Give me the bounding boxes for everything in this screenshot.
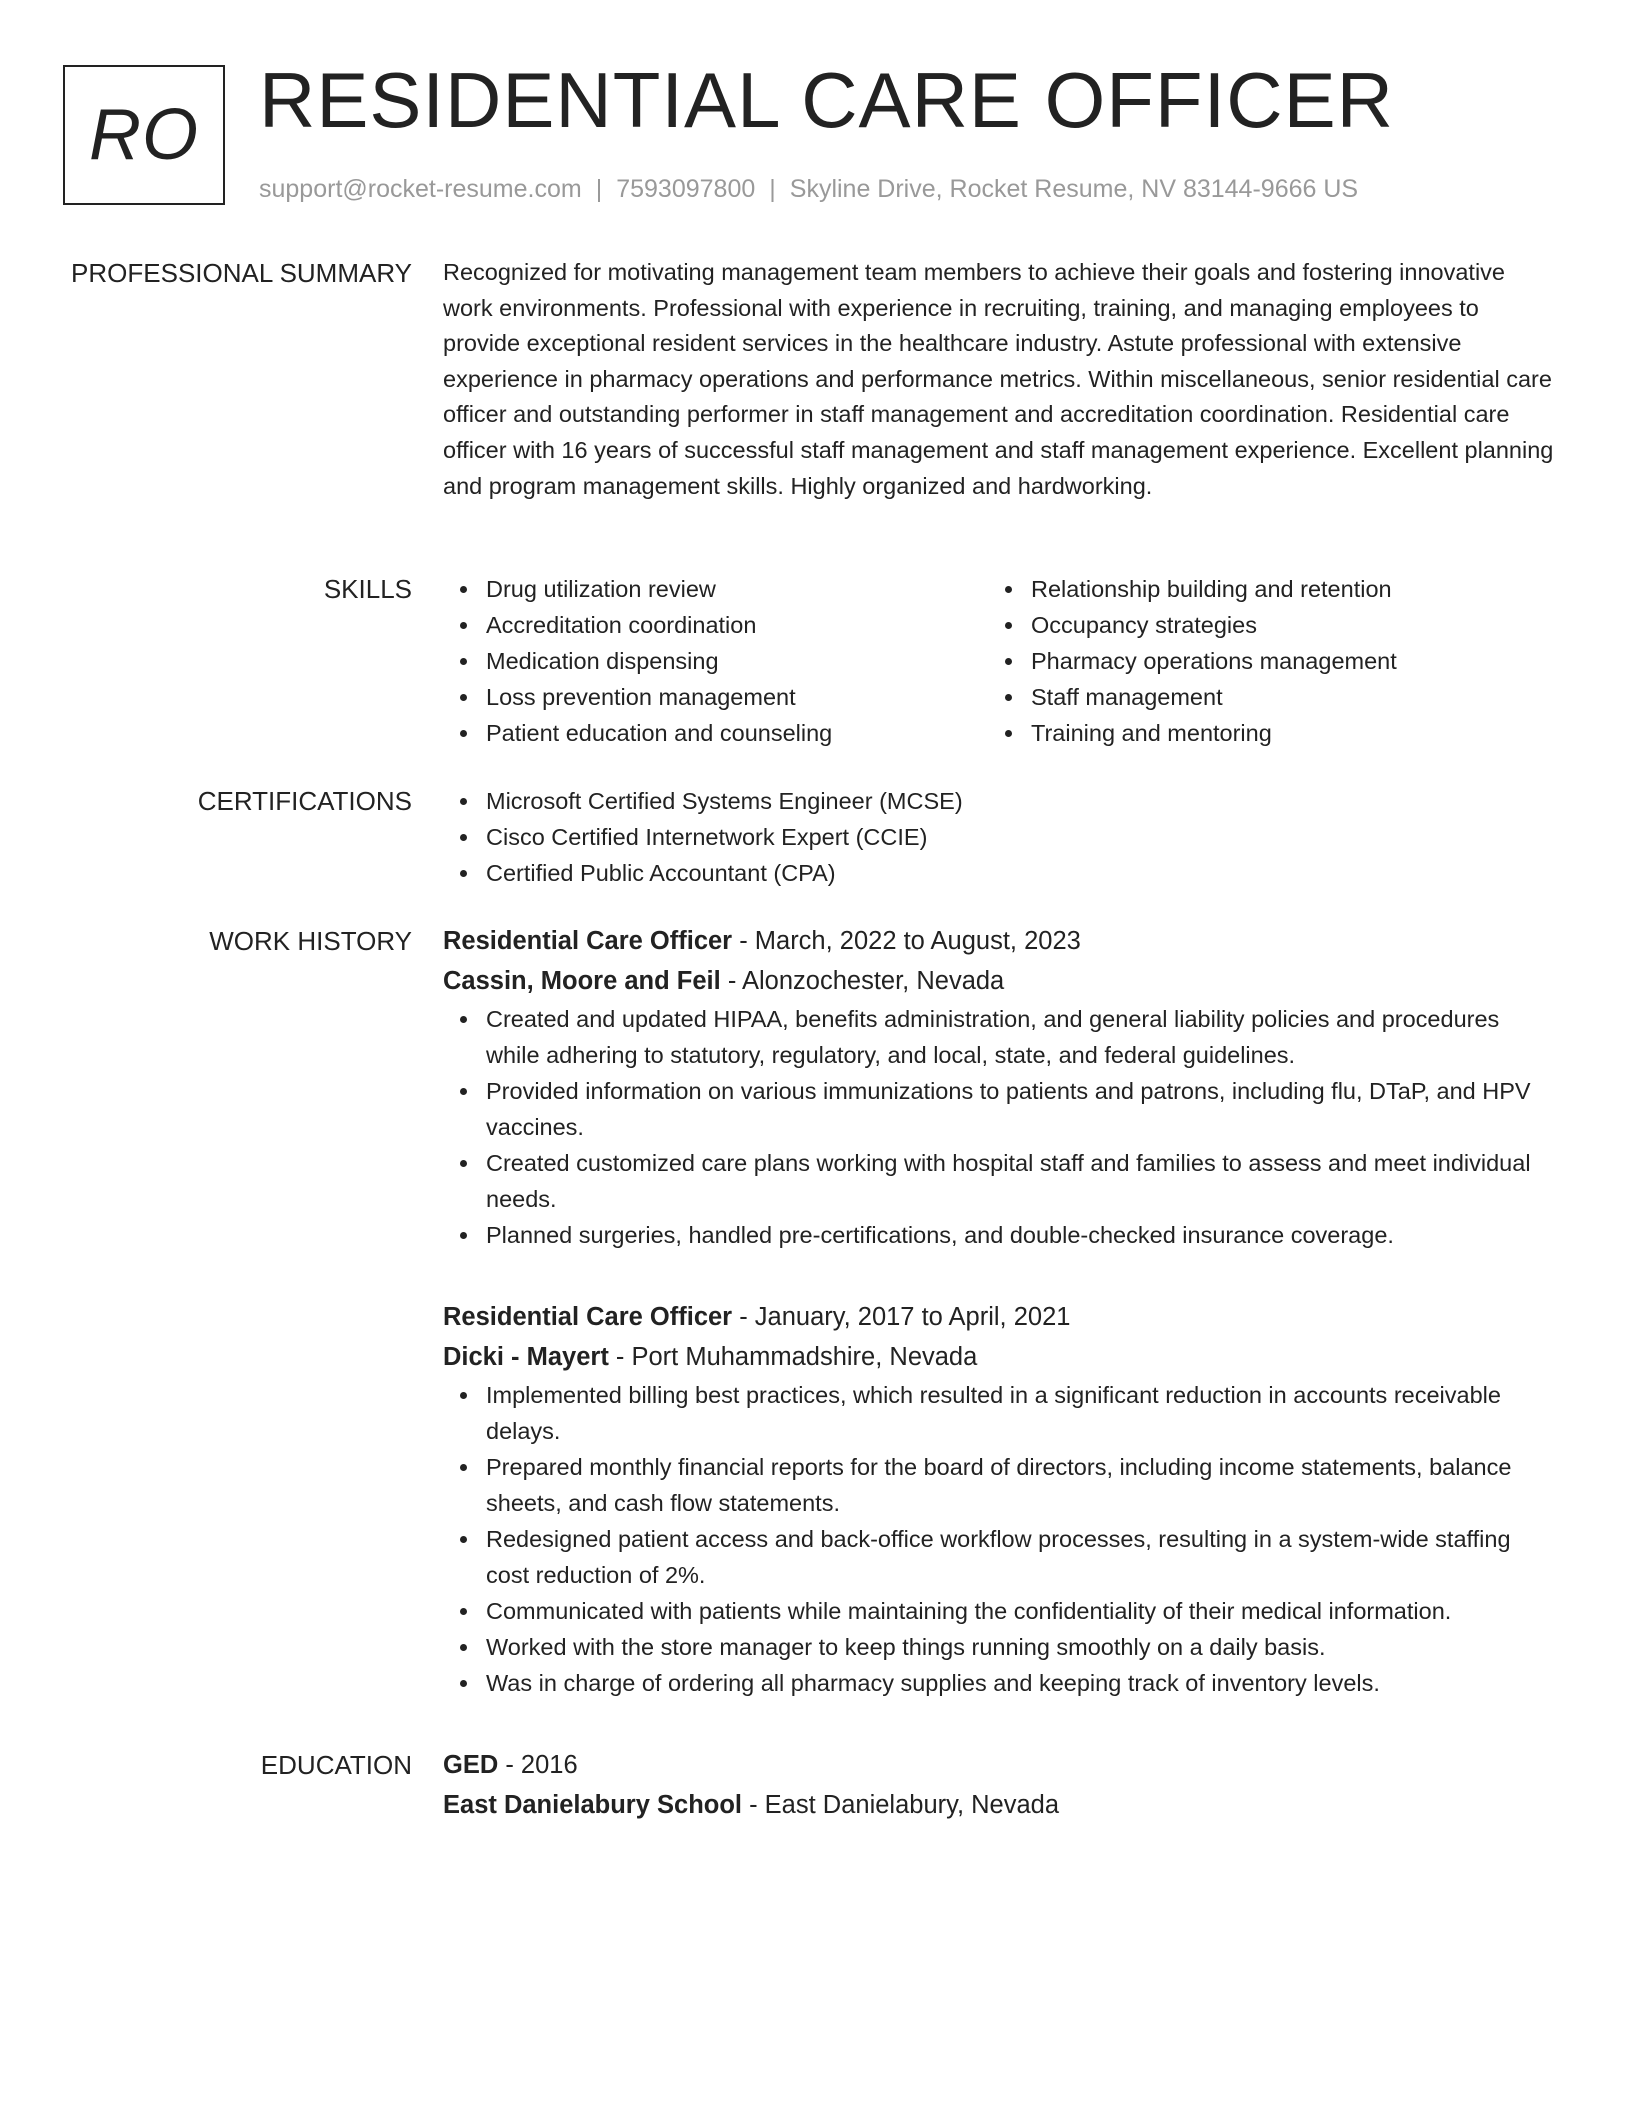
education-degree: GED — [443, 1751, 499, 1779]
job-location: - Port Muhammadshire, Nevada — [608, 1343, 978, 1371]
skill-item: Staff management — [988, 679, 1533, 715]
work-history-heading: WORK HISTORY — [209, 926, 412, 956]
job-title-line — [443, 1297, 1558, 1337]
education-heading: EDUCATION — [260, 1750, 412, 1780]
monogram-box — [63, 65, 225, 205]
job-company: Cassin, Moore and Feil — [443, 967, 721, 995]
contact-email: support@rocket-resume.com — [259, 175, 582, 203]
skills-list-left — [443, 571, 988, 751]
job-bullet: Implemented billing best practices, which resulted in a significant reduction in accounts receivable delays. — [443, 1377, 1558, 1449]
job-company: Dicki - Mayert — [443, 1343, 609, 1371]
job-bullet: Was in charge of ordering all pharmacy supplies and keeping track of inventory levels. — [443, 1665, 1558, 1701]
education-degree-line — [443, 1745, 1558, 1785]
job-bullet: Provided information on various immunizations to patients and patrons, including flu, DTaP, and HPV vaccines. — [443, 1073, 1558, 1145]
contact-separator: | — [769, 175, 776, 203]
contact-separator: | — [595, 175, 603, 203]
job-title: Residential Care Officer — [443, 927, 733, 955]
job-dates: - March, 2022 to August, 2023 — [732, 927, 1081, 955]
job-bullets — [443, 1377, 1558, 1701]
education-school-line — [443, 1785, 1558, 1825]
contact-phone: 7593097800 — [616, 175, 756, 203]
job-company-line — [443, 1337, 1558, 1377]
skill-item: Drug utilization review — [443, 571, 988, 607]
skill-item: Occupancy strategies — [988, 607, 1533, 643]
job-bullet: Planned surgeries, handled pre-certifications, and double-checked insurance coverage. — [443, 1217, 1558, 1253]
contact-line — [259, 175, 1358, 204]
education-year: - 2016 — [498, 1751, 578, 1779]
certification-item: Certified Public Accountant (CPA) — [443, 855, 1558, 891]
job-location: - Alonzochester, Nevada — [720, 967, 1005, 995]
certification-item: Cisco Certified Internetwork Expert (CCIE) — [443, 819, 1558, 855]
certifications-heading: CERTIFICATIONS — [197, 786, 412, 816]
job-bullets — [443, 1001, 1558, 1253]
job-bullet: Created and updated HIPAA, benefits administration, and general liability policies and procedures while adhering to statutory, regulatory, and local, state, and federal guidelines. — [443, 1001, 1558, 1073]
summary-text: Recognized for motivating management team members to achieve their goals and fostering innovative work environments. Professional with experience in recruiting, training, and managing employees to provide exceptional resident services in the healthcare industry. Astute professional with extensive experience in pharmacy operations and performance metrics. Within miscellaneous, senior residential care officer and outstanding performer in staff management and accreditation coordination. Residential care officer with 16 years of successful staff management and staff management experience. Excellent planning and program management skills. Highly organized and hardworking. — [443, 259, 1554, 499]
job-bullet: Prepared monthly financial reports for the board of directors, including income statements, balance sheets, and cash flow statements. — [443, 1449, 1558, 1521]
skill-item: Loss prevention management — [443, 679, 988, 715]
summary-heading: PROFESSIONAL SUMMARY — [71, 258, 412, 288]
job-entry — [443, 1297, 1558, 1701]
job-bullet: Communicated with patients while maintaining the confidentiality of their medical information. — [443, 1593, 1558, 1629]
candidate-name: RESIDENTIAL CARE OFFICER — [259, 56, 1394, 144]
contact-address: Skyline Drive, Rocket Resume, NV 83144-9666 US — [789, 175, 1359, 203]
skill-item: Training and mentoring — [988, 715, 1533, 751]
skill-item: Relationship building and retention — [988, 571, 1533, 607]
skill-item: Accreditation coordination — [443, 607, 988, 643]
skill-item: Medication dispensing — [443, 643, 988, 679]
job-bullet: Created customized care plans working with hospital staff and families to assess and meet individual needs. — [443, 1145, 1558, 1217]
skill-item: Pharmacy operations management — [988, 643, 1533, 679]
education-school: East Danielabury School — [443, 1791, 743, 1819]
job-title-line — [443, 921, 1558, 961]
certifications-list — [443, 783, 1558, 891]
job-bullet: Redesigned patient access and back-office workflow processes, resulting in a system-wide staffing cost reduction of 2%. — [443, 1521, 1558, 1593]
monogram-initials: RO — [89, 95, 199, 175]
skills-list-right — [988, 571, 1533, 751]
job-entry — [443, 921, 1558, 1253]
skills-heading: SKILLS — [323, 574, 412, 604]
certification-item: Microsoft Certified Systems Engineer (MCSE) — [443, 783, 1558, 819]
job-dates: - January, 2017 to April, 2021 — [732, 1303, 1071, 1331]
skill-item: Patient education and counseling — [443, 715, 988, 751]
job-title: Residential Care Officer — [443, 1303, 733, 1331]
job-bullet: Worked with the store manager to keep things running smoothly on a daily basis. — [443, 1629, 1558, 1665]
education-location: - East Danielabury, Nevada — [742, 1791, 1060, 1819]
job-company-line — [443, 961, 1558, 1001]
